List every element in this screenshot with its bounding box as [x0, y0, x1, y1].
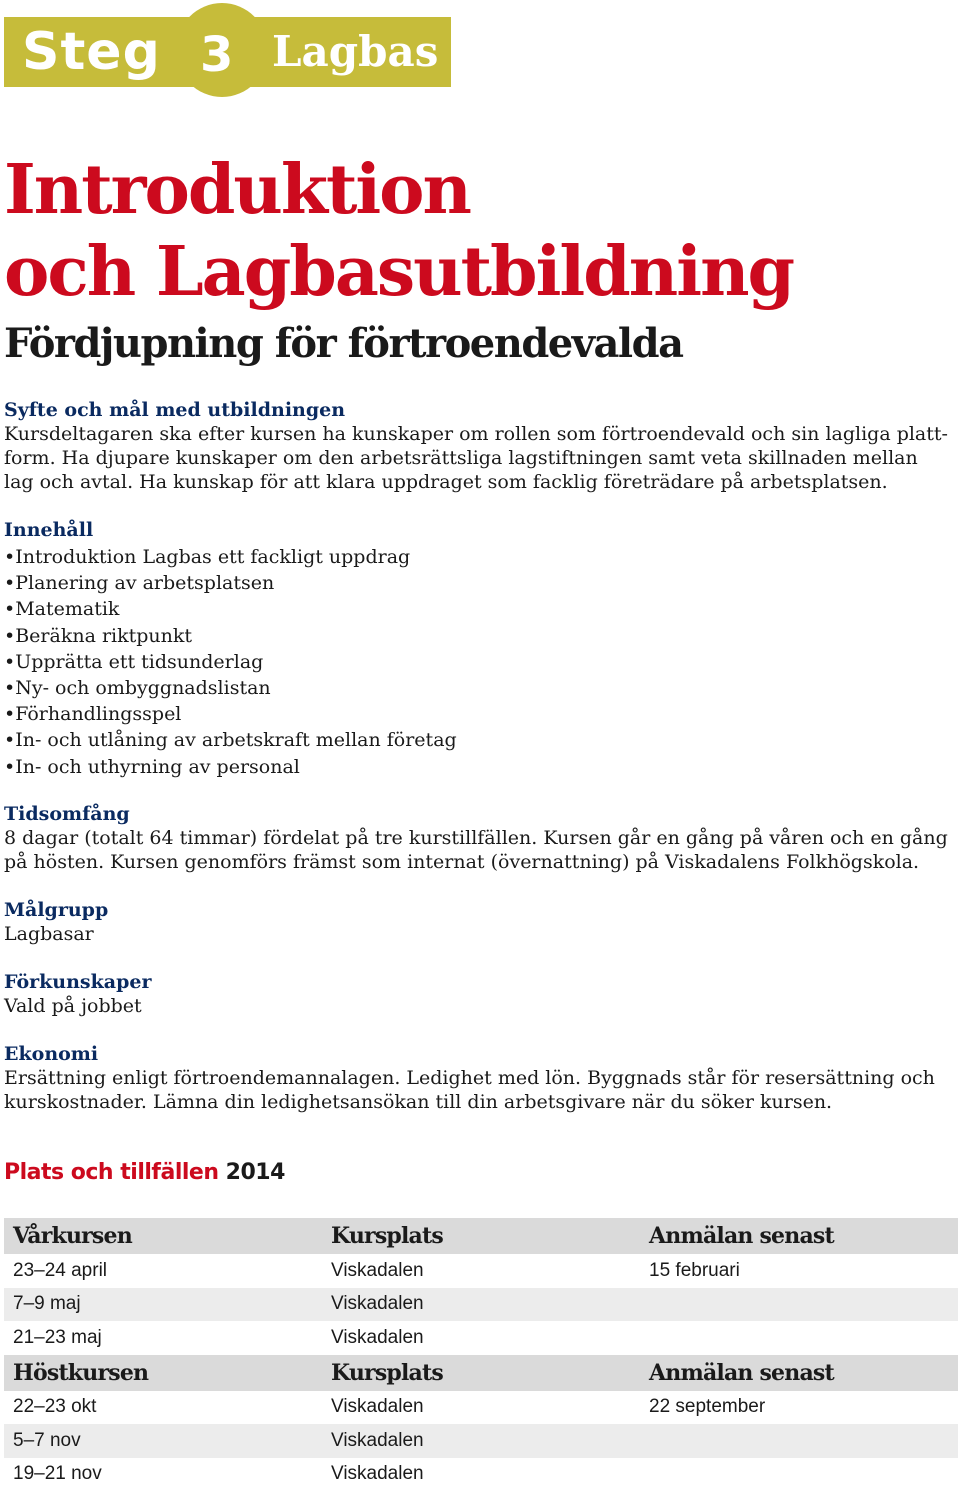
content-list: [4, 544, 949, 780]
list-item: • Ny- och ombyggnadslistan: [4, 675, 949, 701]
table-row: [4, 1321, 958, 1355]
table-header-row: [4, 1355, 958, 1391]
header-cell: Höstkursen: [4, 1355, 322, 1391]
step-number: 3: [200, 20, 233, 90]
section-ekonomi: [4, 1042, 949, 1114]
section-heading: Förkunskaper: [4, 970, 949, 994]
list-item: • Förhandlingsspel: [4, 701, 949, 727]
table-cell: 5–7 nov: [4, 1424, 322, 1458]
section-heading: Innehåll: [4, 518, 949, 542]
step-course-label: Lagbas: [272, 17, 438, 87]
table-cell: 19–21 nov: [4, 1458, 322, 1491]
section-malgrupp: [4, 898, 949, 946]
table-row: [4, 1288, 958, 1322]
section-heading: Målgrupp: [4, 898, 949, 922]
table-cell: [640, 1424, 958, 1458]
section-innehall: [4, 518, 949, 780]
schedule-table: [4, 1218, 958, 1491]
section-heading: Syfte och mål med utbildningen: [4, 398, 949, 422]
section-text: Kursdeltagaren ska efter kursen ha kunskaper om rollen som förtroendevald och sin lagliga plattform. Ha djupare kunskaper om den arbetsrättsliga lagstiftningen samt veta skillnaden mellan lag och avtal. Ha kunskap för att klara uppdraget som facklig företrädare på arbetsplatsen.: [4, 422, 949, 494]
table-cell: 22–23 okt: [4, 1391, 322, 1425]
list-item: • In- och utlåning av arbetskraft mellan företag: [4, 727, 949, 753]
page-title-line2: och Lagbasutbildning: [4, 232, 793, 312]
table-row: [4, 1254, 958, 1288]
header-cell: Kursplats: [322, 1355, 640, 1391]
table-cell: 7–9 maj: [4, 1288, 322, 1322]
schedule-heading-label: Plats och tillfällen: [4, 1160, 218, 1185]
table-cell: Viskadalen: [322, 1254, 640, 1288]
section-syfte: [4, 398, 949, 494]
list-item: • Matematik: [4, 596, 949, 622]
schedule-heading-year: 2014: [226, 1160, 285, 1185]
table-header-row: [4, 1218, 958, 1254]
section-heading: Tidsomfång: [4, 802, 949, 826]
table-cell: Viskadalen: [322, 1391, 640, 1425]
table-row: [4, 1424, 958, 1458]
section-text: Lagbasar: [4, 922, 949, 946]
list-item: • Upprätta ett tidsunderlag: [4, 649, 949, 675]
header-cell: Anmälan senast: [640, 1218, 958, 1254]
list-item: • In- och uthyrning av personal: [4, 754, 949, 780]
list-item: • Beräkna riktpunkt: [4, 623, 949, 649]
header-cell: Kursplats: [322, 1218, 640, 1254]
list-item: • Planering av arbetsplatsen: [4, 570, 949, 596]
header-cell: Anmälan senast: [640, 1355, 958, 1391]
section-tidsomfang: [4, 802, 949, 874]
table-cell: Viskadalen: [322, 1424, 640, 1458]
header-cell: Vårkursen: [4, 1218, 322, 1254]
table-cell: [640, 1458, 958, 1491]
schedule-heading: [4, 1160, 285, 1185]
table-row: [4, 1458, 958, 1491]
table-cell: [640, 1321, 958, 1355]
table-cell: [640, 1288, 958, 1322]
section-text: Ersättning enligt förtroendemannalagen. Ledighet med lön. Byggnads står för resersättning och kurskostnader. Lämna din ledighetsansökan till din arbetsgivare när du söker kursen.: [4, 1066, 949, 1114]
section-heading: Ekonomi: [4, 1042, 949, 1066]
list-item: • Introduktion Lagbas ett fackligt uppdrag: [4, 544, 949, 570]
table-cell: Viskadalen: [322, 1458, 640, 1491]
table-cell: 21–23 maj: [4, 1321, 322, 1355]
page-title-line1: Introduktion: [4, 150, 470, 230]
table-cell: 22 september: [640, 1391, 958, 1425]
step-label: Steg: [22, 17, 161, 87]
section-text: Vald på jobbet: [4, 994, 949, 1018]
section-text: 8 dagar (totalt 64 timmar) fördelat på tre kurstillfällen. Kursen går en gång på våren och en gång på hösten. Kursen genomförs främst som internat (övernattning) på Viskadalens Folkhögskola.: [4, 826, 949, 874]
table-row: [4, 1391, 958, 1425]
section-forkunskaper: [4, 970, 949, 1018]
table-cell: Viskadalen: [322, 1321, 640, 1355]
table-cell: 15 februari: [640, 1254, 958, 1288]
table-cell: Viskadalen: [322, 1288, 640, 1322]
page-subtitle: Fördjupning för förtroendevalda: [4, 318, 682, 370]
table-cell: 23–24 april: [4, 1254, 322, 1288]
